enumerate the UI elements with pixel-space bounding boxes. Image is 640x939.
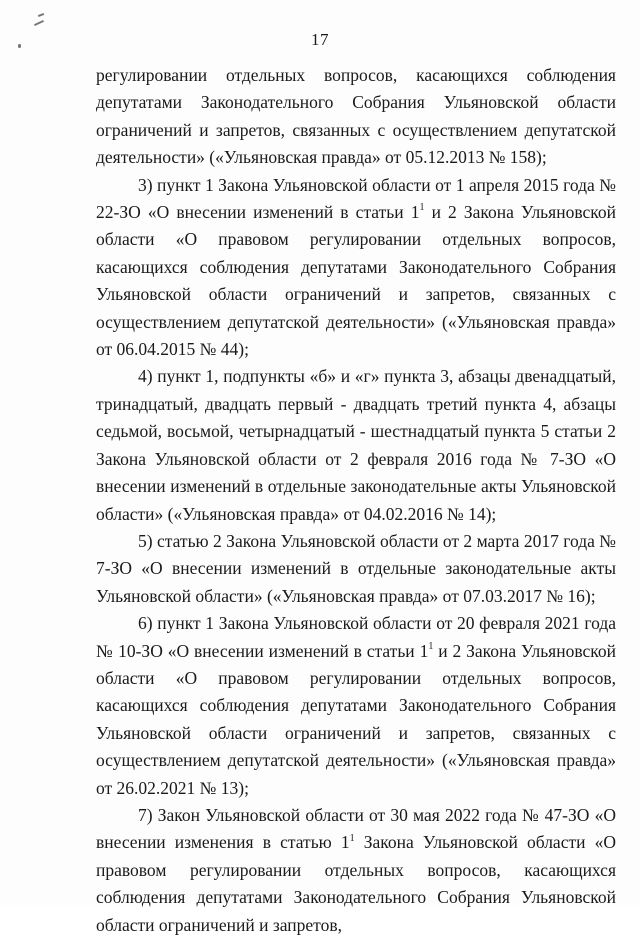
page-number: 17 xyxy=(311,30,329,49)
paragraph-text: регулировании отдельных вопросов, касающихся соблюдения депутатами Законодательного Собрания Ульяновской области ограничений и запретов, связанных с осуществлением депутатской деятельности» («Ульяновская правда» от 05.12.2013 № 158); xyxy=(96,65,616,168)
paragraph-text: 3) пункт 1 Закона Ульяновской области от 1 апреля 2015 года № 22-ЗО «О внесении изменений в статьи 1 xyxy=(96,174,616,223)
paragraph-text: 6) пункт 1 Закона Ульяновской области от 20 февраля 2021 года № 10-ЗО «О внесении изменений в статьи 1 xyxy=(96,613,616,661)
paragraph-p6 xyxy=(96,610,616,802)
paragraph-p3 xyxy=(96,172,616,364)
scan-artifact xyxy=(34,20,44,26)
document-body xyxy=(96,62,616,939)
superscript: 1 xyxy=(349,832,355,844)
paragraph-p5 xyxy=(96,528,616,610)
paragraph-text: и 2 Закона Ульяновской области «О правовом регулировании отдельных вопросов, касающихся соблюдения депутатами Законодательного Собрания Ульяновской области ограничений и запретов, связанных с осуществлением депутатской деятельности» («Ульяновская правда» от 26.02.2021 № 13); xyxy=(96,640,616,798)
paragraph-p4 xyxy=(96,363,616,527)
paragraph-text: 5) статью 2 Закона Ульяновской области от 2 марта 2017 года № 7-ЗО «О внесении изменений в отдельные законодательные акты Ульяновской области» («Ульяновская правда» от 07.03.2017 № 16); xyxy=(96,530,616,606)
paragraph-text: и 2 Закона Ульяновской области «О правовом регулировании отдельных вопросов, касающихся соблюдения депутатами Законодательного Собрания Ульяновской области ограничений и запретов, связанных с осуществлением депутатской деятельности» («Ульяновская правда» от 06.04.2015 № 44); xyxy=(96,202,616,360)
paragraph-text: Закона Ульяновской области «О правовом регулировании отдельных вопросов, касающихся соблюдения депутатами Законодательного Собрания Ульяновской области ограничений и запретов, xyxy=(96,832,616,935)
scan-artifact xyxy=(38,13,44,17)
paragraph-text: 4) пункт 1, подпункты «б» и «г» пункта 3, абзацы двенадцатый, тринадцатый, двадцать первый - двадцать третий пункта 4, абзацы седьмой, восьмой, четырнадцатый - шестнадцатый пункта 5 статьи 2 Закона Ульяновской области от 2 февраля 2016 года № 7-ЗО «О внесении изменений в отдельные законодательные акты Ульяновской области» («Ульяновская правда» от 04.02.2016 № 14); xyxy=(96,366,616,524)
paragraph-p0 xyxy=(96,62,616,172)
superscript: 1 xyxy=(428,640,434,652)
superscript: 1 xyxy=(419,202,425,214)
paragraph-text: 7) Закон Ульяновской области от 30 мая 2022 года № 47-ЗО «О внесении изменения в статью 1 xyxy=(96,804,616,853)
paragraph-p7 xyxy=(96,802,616,939)
